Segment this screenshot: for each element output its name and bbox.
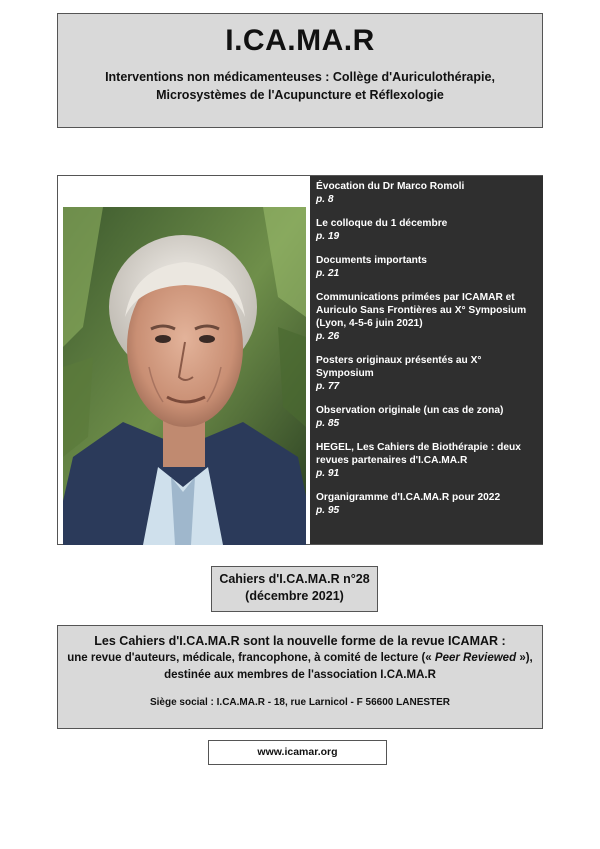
toc-item-title: Documents importants: [316, 255, 427, 266]
portrait-photo: [63, 207, 306, 545]
toc-item-page: p. 8: [316, 194, 334, 205]
toc-item: [316, 217, 537, 243]
toc-item-page: p. 21: [316, 268, 340, 279]
toc-item-page: p. 95: [316, 505, 340, 516]
toc-item: [316, 404, 537, 430]
toc-item-page: p. 19: [316, 231, 340, 242]
about-box: [57, 625, 543, 729]
toc-item: [316, 354, 537, 393]
subtitle-line-2: Microsystèmes de l'Acupuncture et Réflexologie: [156, 88, 444, 102]
toc-item: [316, 441, 537, 480]
issue-number: Cahiers d'I.CA.MA.R n°28: [219, 572, 370, 586]
about-line-2-pre: une revue d'auteurs, médicale, francophone, à comité de lecture («: [67, 652, 432, 664]
toc-item-page: p. 77: [316, 381, 340, 392]
toc-item-page: p. 85: [316, 418, 340, 429]
address: Siège social : I.CA.MA.R - 18, rue Larnicol - F 56600 LANESTER: [149, 697, 451, 708]
table-of-contents: [310, 176, 543, 544]
portrait-illustration: [63, 207, 306, 545]
toc-item-title: Observation originale (un cas de zona): [316, 405, 504, 416]
about-line-2-emphasis: Peer Reviewed: [434, 652, 517, 664]
toc-item-title: Posters originaux présentés au X° Symposium: [316, 355, 482, 379]
page-title: I.CA.MA.R: [225, 24, 375, 57]
header-box: [57, 13, 543, 128]
about-line-2-post: »),: [519, 652, 533, 664]
toc-item-title: Le colloque du 1 décembre: [316, 218, 448, 229]
issue-box: [211, 566, 378, 612]
toc-item: [316, 180, 537, 206]
toc-item: [316, 291, 537, 343]
subtitle-line-1: Interventions non médicamenteuses : Collège d'Auriculothérapie,: [105, 70, 495, 84]
toc-item-title: HEGEL, Les Cahiers de Biothérapie : deux revues partenaires d'I.CA.MA.R: [316, 442, 521, 466]
website-link[interactable]: www.icamar.org: [208, 740, 387, 765]
issue-date: (décembre 2021): [245, 589, 344, 603]
toc-item-title: Évocation du Dr Marco Romoli: [316, 181, 465, 192]
about-line-1: Les Cahiers d'I.CA.MA.R sont la nouvelle forme de la revue ICAMAR :: [94, 634, 506, 648]
subtitle: [58, 68, 542, 104]
toc-item: [316, 254, 537, 280]
toc-item-title: Organigramme d'I.CA.MA.R pour 2022: [316, 492, 501, 503]
toc-item-page: p. 91: [316, 468, 340, 479]
about-line-2: [58, 650, 542, 667]
toc-item: [316, 491, 537, 517]
feature-panel: [57, 175, 543, 545]
toc-item-page: p. 26: [316, 331, 340, 342]
toc-item-title: Communications primées par ICAMAR et Auriculo Sans Frontières au X° Symposium (Lyon, 4-5-6 juin 2021): [316, 292, 527, 329]
about-line-3: destinée aux membres de l'association I.CA.MA.R: [164, 669, 436, 681]
